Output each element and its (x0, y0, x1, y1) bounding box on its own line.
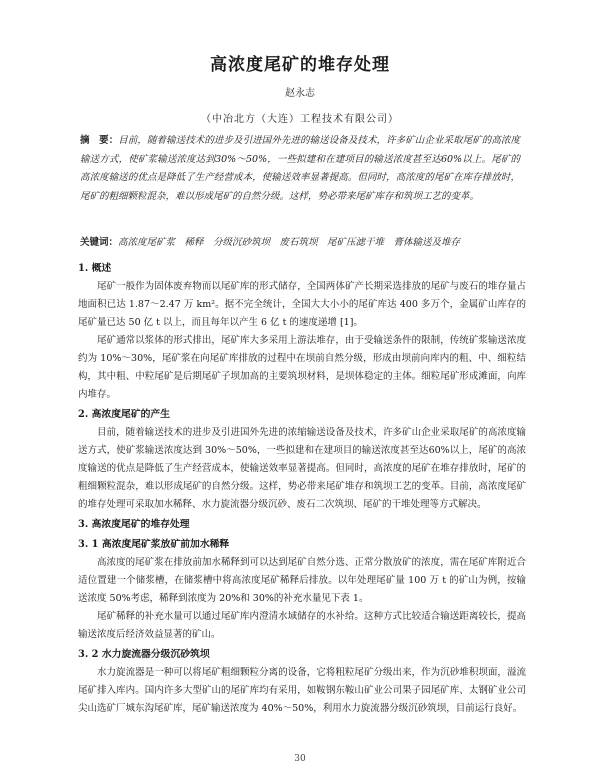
subsection-heading: 3. 2 水力旋流器分级沉砂筑坝 (78, 649, 210, 660)
paragraph: 尾矿稀释的补充水量可以通过尾矿库内澄清水域储存的水补给。这种方式比较适合输送距离较长，提高输送浓度后经济效益显著的矿山。 (78, 611, 526, 640)
section-heading: 1. 概述 (78, 263, 112, 274)
paragraph: 尾矿一般作为固体废弃物而以尾矿库的形式储存，全国两体矿产长期采选排放的尾矿与废石的堆存量占地面积已达 1.87～2.47 万 km²。据不完全统计，全国大大小小的尾矿库达 400 多万个，金属矿山库存的尾矿量已达 50 亿 t 以上，而且每年以产生 6 亿 t 的速度递增 [1]。 (78, 281, 526, 328)
subsection-heading: 3. 1 高浓度尾矿浆放矿前加水稀释 (78, 539, 230, 550)
author-name: 赵永志 (285, 88, 315, 99)
affiliation: （中冶北方（大连）工程技术有限公司） (201, 114, 399, 125)
paragraph: 目前，随着输送技术的进步及引进国外先进的浓缩输送设备及技术，许多矿山企业采取尾矿的高浓度输送方式，使矿浆输送浓度达到 30%～50%，一些拟建和在建项目的输送浓度甚至达60%以上，尾矿的高浓度输送的优点是降低了生产经营成本，使输送效率显著提高。但同时，高浓度的尾矿在堆存排放时，尾矿的粗细颗粒混杂，难以形成尾矿的自然分级。这样，势必带来尾矿堆存和筑坝工艺的变革。目前，高浓度尾矿的堆存处理可采取加水稀释、水力旋流器分级沉砂、废石二次筑坝、尾矿的干堆处理等方式解决。 (78, 427, 526, 510)
paragraph: 水力旋流器是一种可以将尾矿粗细颗粒分离的设备，它将粗粒尾矿分级出来，作为沉砂堆积坝面，溢流尾矿排入库内。国内许多大型矿山的尾矿库均有采用，如鞍钢东鞍山矿业公司果子园尾矿库、太钢矿业公司尖山选矿厂城东沟尾矿库，尾矿输送浓度为 40%～50%，利用水力旋流器分级沉砂筑坝，目前运行良好。 (78, 667, 526, 714)
section-heading: 2. 高浓度尾矿的产生 (78, 409, 171, 420)
abstract-label: 摘 要： (80, 135, 119, 146)
page-number: 30 (294, 754, 306, 764)
keywords-text: 高浓度尾矿浆 稀释 分级沉砂筑坝 废石筑坝 尾矿压滤干堆 膏体输送及堆存 (118, 237, 461, 248)
paragraph: 高浓度的尾矿浆在排放前加水稀释到可以达到尾矿自然分选、正常分散放矿的浓度，需在尾矿库附近合适位置建一个储浆槽，在储浆槽中将高浓度尾矿稀释后排放。以年处理尾矿量 100 万 t 的矿山为例，按输送浓度 50%考虑，稀释到浓度为 20%和 30%的补充水量见下表 1。 (78, 557, 526, 604)
keywords-label: 关键词： (80, 237, 119, 248)
abstract-text: 目前，随着输送技术的进步及引进国外先进的输送设备及技术，许多矿山企业采取尾矿的高浓度输送方式，使矿浆输送浓度达到30%～50%，一些拟建和在建项目的输送浓度甚至达60%以上。尾矿的高浓度输送的优点是降低了生产经营成本，使输送效率显著提高。但同时，高浓度的尾矿在库存排放时，尾矿的粗细颗粒混杂，难以形成尾矿的自然分级。这样，势必带来尾矿库存和筑坝工艺的变革。 (80, 135, 520, 202)
paragraph: 尾矿通常以浆体的形式排出，尾矿库大多采用上游法堆存，由于受输送条件的限制，传统矿浆输送浓度约为 10%～30%，尾矿浆在向尾矿库排放的过程中在坝前自然分级，形成由坝前向库内的粗、中、细粒结构，其中粗、中粒尾矿是后期尾矿子坝加高的主要筑坝材料，是坝体稳定的主体。细粒尾矿形成滩面，向库内堆存。 (78, 335, 526, 400)
body-text (78, 258, 526, 718)
keywords (80, 234, 520, 248)
section-heading: 3. 高浓度尾矿的堆存处理 (78, 519, 190, 530)
paper-title: 高浓度尾矿的堆存处理 (210, 55, 390, 75)
abstract (80, 132, 520, 206)
